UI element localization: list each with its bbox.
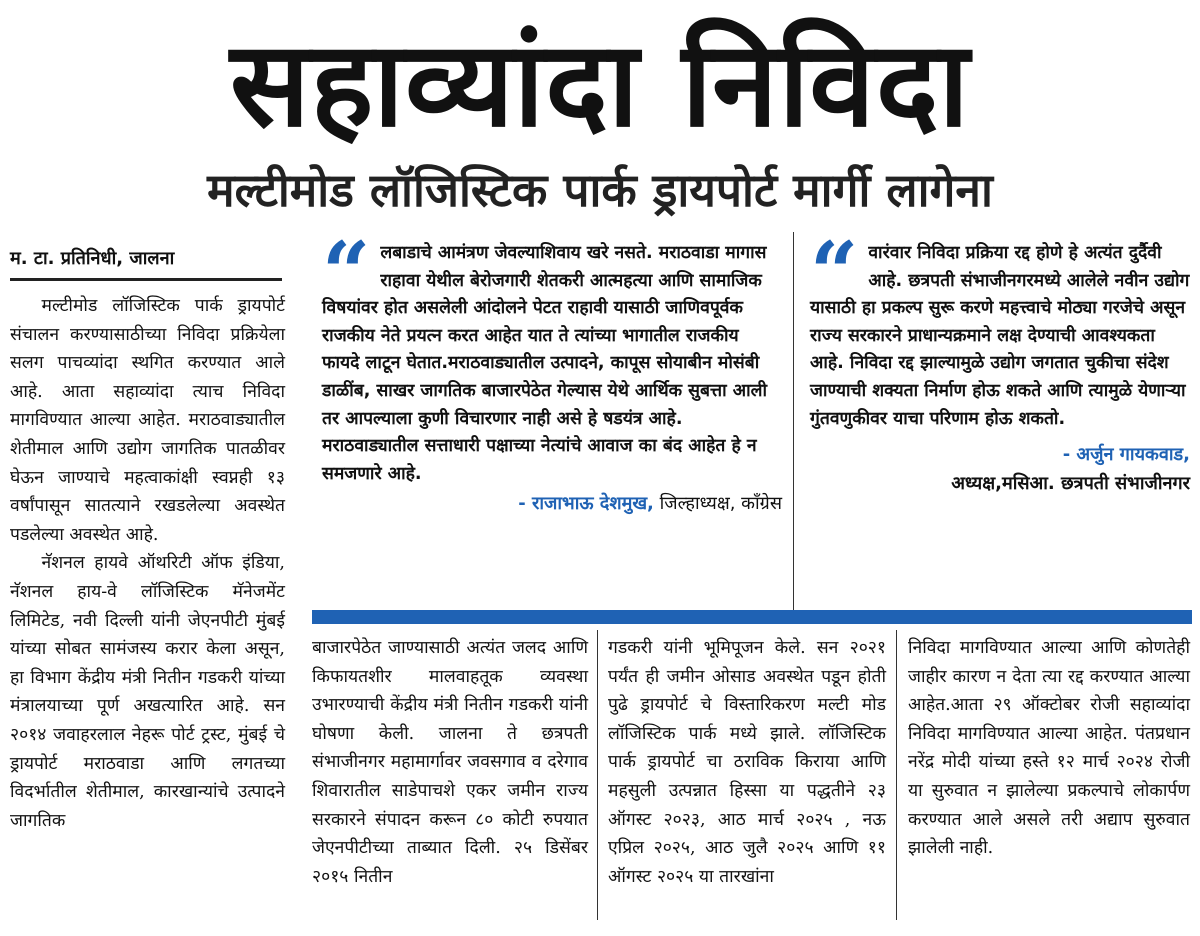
headline: सहाव्यांदा निविदा (229, 15, 971, 153)
article-column-4 (908, 634, 1190, 863)
article-paragraph: बाजारपेठेत जाण्यासाठी अत्यंत जलद आणि किफायतशीर मालवाहतूक व्यवस्था उभारण्याची केंद्रीय मंत्री नितीन गडकरी यांनी घोषणा केली. जालना ते छत्रपती संभाजीनगर महामार्गावर जवसगाव व दरेगाव शिवारातील साडेपाचशे एकर जमीन राज्य सरकारने संपादन करून ८० कोटी रुपयात जेएनपीटीच्या ताब्यात दिली. २५ डिसेंबर २०१५ नितीन (312, 638, 588, 887)
article-column-3 (608, 634, 886, 891)
quote-author-name: - अर्जुन गायकवाड, (1062, 444, 1190, 466)
quote-attribution (322, 490, 782, 518)
quote-divider (793, 232, 794, 610)
article-paragraph: नॅशनल हायवे ऑथरिटी ऑफ इंडिया, नॅशनल हाय-वे लॉजिस्टिक मॅनेजमेंट लिमिटेड, नवी दिल्ली यांनी जेएनपीटी मुंबई यांच्या सोबत सामंजस्य करार केला असून, हा विभाग केंद्रीय मंत्री नितीन गडकरी यांच्या मंत्रालयाच्या पूर्ण अखत्यारित आहे. सन २०१४ जवाहरलाल नेहरू पोर्ट ट्रस्ट, मुंबई चे ड्रायपोर्ट मराठवाडा आणि लगतच्या विदर्भातील शेतीमाल, कारखान्यांचे उत्पादने जागतिक (10, 553, 285, 831)
byline: म. टा. प्रतिनिधी, जालना (10, 246, 282, 281)
subheadline: मल्टीमोड लॉजिस्टिक पार्क ड्रायपोर्ट मार्गी लागेना (207, 163, 993, 217)
quote-author-role: जिल्हाध्यक्ष, कॉंग्रेस (653, 493, 782, 515)
article-paragraph: मल्टीमोड लॉजिस्टिक पार्क ड्रायपोर्ट संचालन करण्यासाठीच्या निविदा प्रक्रियेला सलग पाचव्यांदा स्थगित करण्यात आले आहे. आता सहाव्यांदा त्याच निविदा मागविण्यात आल्या आहेत. मराठवाड्यातील शेतीमाल आणि उद्योग जागतिक पातळीवर घेऊन जाण्याचे महत्वाकांक्षी स्वप्नही १३ वर्षांपासून सातत्याने रखडलेल्या अवस्थेत पडलेल्या अवस्थेत आहे. (10, 296, 285, 545)
article-column-2 (312, 634, 588, 891)
column-divider (896, 630, 897, 920)
article-paragraph: गडकरी यांनी भूमिपूजन केले. सन २०२१ पर्यंत ही जमीन ओसाड अवस्थेत पडून होती पुढे ड्रायपोर्ट चे विस्तारिकरण मल्टी मोड लॉजिस्टिक पार्क मध्ये झाले. लॉजिस्टिक पार्क ड्रायपोर्ट चा ठराविक किराया आणि महसुली उत्पन्नात हिस्सा या पद्धतीने २३ ऑगस्ट २०२३, आठ मार्च २०२५ , नऊ एप्रिल २०२५, आठ जुलै २०२५ आणि ११ ऑगस्ट २०२५ या तारखांना (608, 638, 886, 887)
quote-text: वारंवार निविदा प्रक्रिया रद्द होणे हे अत्यंत दुर्दैवी आहे. छत्रपती संभाजीनगरमध्ये आलेले नवीन उद्योग यासाठी हा प्रकल्प सुरू करणे महत्त्वाचे मोठ्या गरजेचे असून राज्य सरकारने प्राधान्यक्रमाने लक्ष देण्याची आवश्यकता आहे. निविदा रद्द झाल्यामुळे उद्योग जगतात चुकीचा संदेश जाण्याची शक्यता निर्माण होऊ शकते आणि त्यामुळे येणाऱ्या गुंतवणुकीवर याचा परिणाम होऊ शकतो. (810, 243, 1190, 429)
quote-author-role: अध्यक्ष,मसिआ. छत्रपती संभाजीनगर (951, 473, 1190, 495)
article-paragraph: निविदा मागविण्यात आल्या आणि कोणतेही जाहीर कारण न देता त्या रद्द करण्यात आल्या आहेत.आता २९ ऑक्टोबर रोजी सहाव्यांदा निविदा मागविण्यात आल्या आहेत. पंतप्रधान नरेंद्र मोदी यांच्या हस्ते १२ मार्च २०२४ रोजी या सुरुवात न झालेल्या प्रकल्पाचे लोकार्पण करण्यात आले असले तरी अद्याप सुरुवात झालेली नाही. (908, 638, 1190, 859)
article-column-1 (10, 292, 285, 835)
quote-attribution (810, 441, 1190, 469)
quotation-mark-icon: “ (322, 223, 371, 322)
quote-text: लबाडाचे आमंत्रण जेवल्याशिवाय खरे नसते. मराठवाडा मागास राहावा येथील बेरोजगारी शेतकरी आत्महत्या आणि सामाजिक विषयांवर होत असलेली आंदोलने पेटत राहावी यासाठी जाणिवपूर्वक राजकीय नेते प्रयत्न करत आहेत यात ते त्यांच्या भागातील राजकीय फायदे लाटून घेतात.मराठवाड्यातील उत्पादने, कापूस सोयाबीन मोसंबी डाळींब, साखर जागतिक बाजारपेठेत गेल्यास येथे आर्थिक सुबत्ता आली तर आपल्याला कुणी विचारणार नाही असे हे षडयंत्र आहे. मराठवाड्यातील सत्ताधारी पक्षाच्या नेत्यांचे आवाज का बंद आहेत हे न समजणारे आहे. (322, 243, 768, 484)
quote-box-gaikwad (810, 223, 1190, 499)
quotation-mark-icon: “ (810, 223, 859, 322)
quote-box-deshmukh (322, 223, 782, 518)
column-divider (597, 630, 598, 920)
section-divider-band (312, 610, 1192, 624)
quote-author-name: - राजाभाऊ देशमुख, (518, 493, 654, 515)
